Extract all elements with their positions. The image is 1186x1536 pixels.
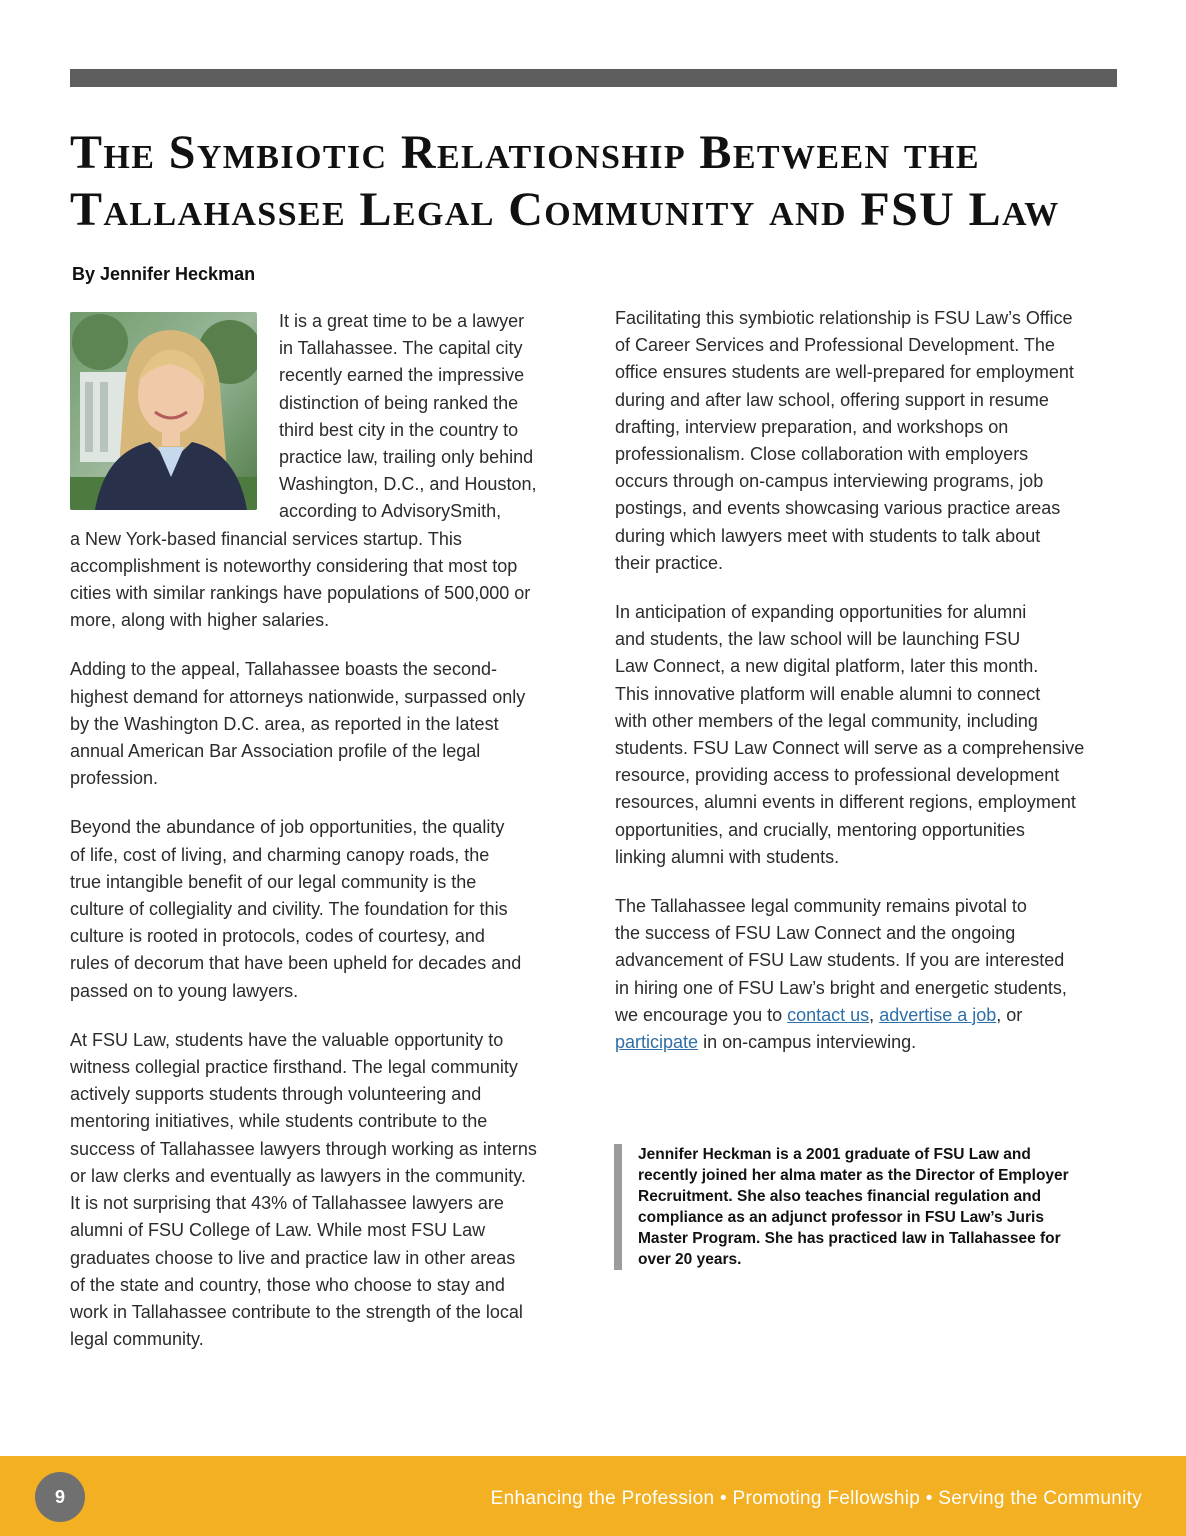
text-line: highest demand for attorneys nationwide, surpassed only [70,686,526,707]
text-line: the success of FSU Law Connect and the ongoing [615,923,1016,944]
text-line: occurs through on-campus interviewing programs, job [615,471,1044,492]
advertise-a-job-link[interactable]: advertise a job [879,1004,997,1025]
text-line: culture is rooted in protocols, codes of courtesy, and [70,926,485,947]
footer-bar [0,1456,1186,1536]
article-title [70,124,1130,238]
text-line: their practice. [615,552,724,573]
bio-line: over 20 years. [638,1251,742,1268]
title-line: The Symbiotic Relationship Between the [70,126,980,179]
text-line-with-links [615,1002,1115,1029]
bio-line: recently joined her alma mater as the Director of Employer [638,1167,1069,1184]
text-line: resource, providing access to professional development [615,765,1060,786]
text-line: by the Washington D.C. area, as reported in the latest [70,713,499,734]
text-line: during which lawyers meet with students to talk about [615,525,1041,546]
text-line: more, along with higher salaries. [70,610,330,631]
text-line: resources, alumni events in different regions, employment [615,792,1076,813]
text-line: annual American Bar Association profile of the legal [70,741,481,762]
right-column [615,305,1115,1078]
text-line: during and after law school, offering support in resume [615,389,1049,410]
text-line: witness collegial practice firsthand. The legal community [70,1057,518,1078]
text-line: rules of decorum that have been upheld for decades and [70,953,522,974]
text-line: distinction of being ranked the [279,392,519,413]
text-line: or law clerks and eventually as lawyers in the community. [70,1165,526,1186]
text-line: graduates choose to live and practice law in other areas [70,1247,516,1268]
text-line: and students, the law school will be launching FSU [615,629,1021,650]
text-line: success of Tallahassee lawyers through working as interns [70,1138,537,1159]
text-line: of life, cost of living, and charming canopy roads, the [70,844,490,865]
contact-us-link[interactable]: contact us [787,1004,870,1025]
text-line: professionalism. Close collaboration with employers [615,444,1029,465]
text-fragment: , or [996,1004,1023,1025]
text-fragment: , [869,1004,880,1025]
text-line: of Career Services and Professional Development. The [615,335,1055,356]
text-line: At FSU Law, students have the valuable opportunity to [70,1029,504,1050]
text-fragment: we encourage you to [615,1004,788,1025]
participate-link[interactable]: participate [615,1032,699,1053]
text-line: a New York-based financial services startup. This [70,528,462,549]
text-line: actively supports students through volunteering and [70,1084,482,1105]
text-line: students. FSU Law Connect will serve as a comprehensive [615,738,1085,759]
text-line: alumni of FSU College of Law. While most FSU Law [70,1220,486,1241]
text-line: This innovative platform will enable alumni to connect [615,683,1041,704]
text-line: practice law, trailing only behind [279,447,534,468]
text-line: with other members of the legal community, including [615,710,1038,731]
paragraph-5 [615,305,1115,577]
author-photo [70,312,257,510]
bio-line: Master Program. She has practiced law in Tallahassee for [638,1230,1061,1247]
text-line: In anticipation of expanding opportunities for alumni [615,602,1027,623]
page-number-badge: 9 [35,1472,85,1522]
text-line: postings, and events showcasing various practice areas [615,498,1061,519]
paragraph-4 [70,1027,564,1353]
text-fragment: in on-campus interviewing. [698,1032,917,1053]
text-line: It is not surprising that 43% of Tallahassee lawyers are [70,1193,504,1214]
byline: By Jennifer Heckman [72,264,256,284]
text-line-with-links [615,1029,1115,1056]
top-rule [70,69,1117,87]
text-line: Washington, D.C., and Houston, [279,474,537,495]
text-line: mentoring initiatives, while students contribute to the [70,1111,488,1132]
text-line: third best city in the country to [279,419,519,440]
bio-line: compliance as an adjunct professor in FSU Law’s Juris [638,1209,1044,1226]
text-line: according to AdvisorySmith, [279,501,502,522]
text-line: legal community. [70,1329,204,1350]
text-line: The Tallahassee legal community remains pivotal to [615,896,1027,917]
text-line: culture of collegiality and civility. The foundation for this [70,899,508,920]
text-line: in hiring one of FSU Law’s bright and energetic students, [615,977,1067,998]
text-line: of the state and country, those who choose to stay and [70,1274,505,1295]
text-line: It is a great time to be a lawyer [279,311,525,331]
title-line: Tallahassee Legal Community and FSU Law [70,183,1060,236]
text-line: in Tallahassee. The capital city [279,338,523,359]
text-line: opportunities, and crucially, mentoring opportunities [615,819,1025,840]
text-line: profession. [70,768,159,789]
text-line: accomplishment is noteworthy considering that most top [70,555,518,576]
text-line: cities with similar rankings have populations of 500,000 or [70,583,531,604]
text-line: drafting, interview preparation, and workshops on [615,416,1009,437]
paragraph-6 [615,599,1115,871]
text-line: advancement of FSU Law students. If you are interested [615,950,1065,971]
text-line: Facilitating this symbiotic relationship is FSU Law’s Office [615,308,1073,328]
text-line: Adding to the appeal, Tallahassee boasts the second- [70,659,497,680]
text-line: linking alumni with students. [615,846,840,867]
paragraph-7 [615,893,1115,1056]
text-line: Law Connect, a new digital platform, later this month. [615,656,1039,677]
text-line: recently earned the impressive [279,365,525,386]
paragraph-3 [70,814,564,1004]
bio-line: Recruitment. She also teaches financial regulation and [638,1188,1042,1205]
footer-tagline: Enhancing the Profession • Promoting Fellowship • Serving the Community [490,1488,1142,1509]
text-line: Beyond the abundance of job opportunities, the quality [70,817,505,838]
text-line: work in Tallahassee contribute to the strength of the local [70,1301,523,1322]
text-line: passed on to young lawyers. [70,980,299,1001]
left-column [70,308,564,1375]
paragraph-2 [70,656,564,792]
bio-line: Jennifer Heckman is a 2001 graduate of FSU Law and [638,1146,1031,1163]
text-line: office ensures students are well-prepared for employment [615,362,1074,383]
text-line: true intangible benefit of our legal community is the [70,871,477,892]
author-bio [614,1144,1138,1270]
